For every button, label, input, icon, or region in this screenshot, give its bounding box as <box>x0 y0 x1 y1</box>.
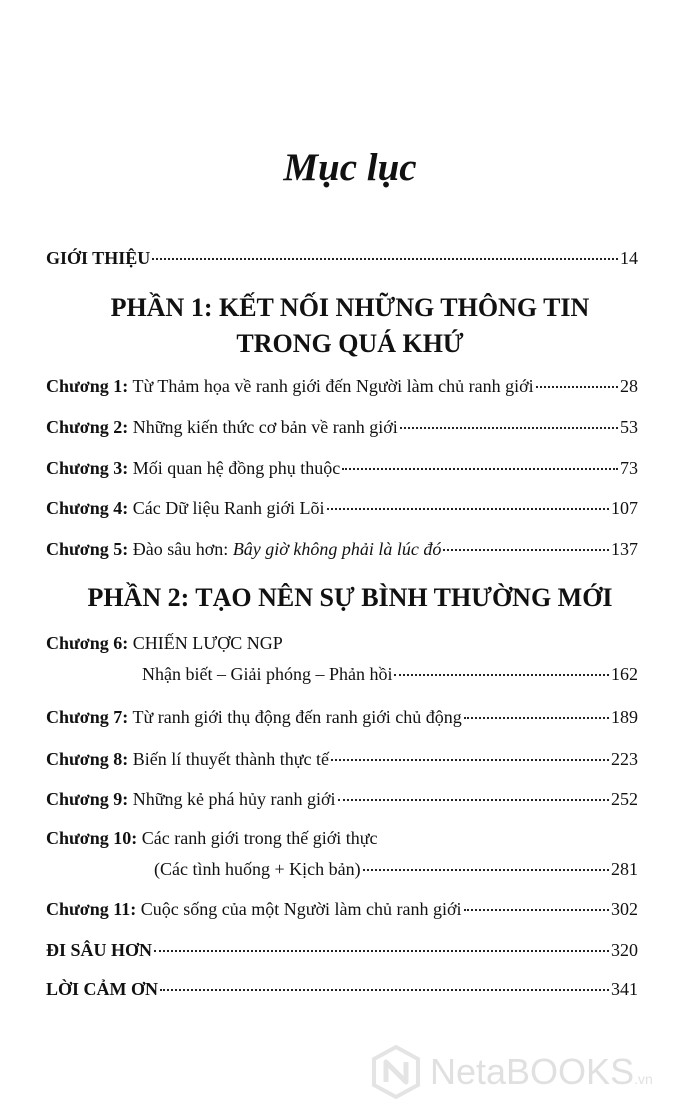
leader-dots <box>443 548 609 551</box>
page-number: 73 <box>620 458 638 478</box>
chapter-number: Chương 3: <box>46 458 129 478</box>
toc-entry-chapter-6-heading[interactable] <box>46 630 283 656</box>
chapter-number: Chương 5: <box>46 539 129 559</box>
entry-label: LỜI CẢM ƠN <box>46 979 158 999</box>
page-number: 223 <box>611 749 638 769</box>
toc-entry-chapter-2[interactable] <box>46 414 638 440</box>
toc-entry-chapter-9[interactable] <box>46 786 638 812</box>
part-2-title: PHẦN 2: TẠO NÊN SỰ BÌNH THƯỜNG MỚI <box>87 583 613 612</box>
chapter-number: Chương 6: <box>46 633 129 653</box>
n-logo-icon <box>368 1044 424 1100</box>
chapter-title: CHIẾN LƯỢC NGP <box>132 633 283 653</box>
leader-dots <box>160 988 609 991</box>
chapter-number: Chương 4: <box>46 498 129 518</box>
toc-entry-intro[interactable] <box>46 245 638 271</box>
chapter-title: Các ranh giới trong thế giới thực <box>141 828 378 848</box>
leader-dots <box>464 908 609 911</box>
chapter-number: Chương 10: <box>46 828 138 848</box>
page-number: 14 <box>620 248 638 268</box>
toc-entry-chapter-5[interactable] <box>46 536 638 562</box>
chapter-title: Các Dữ liệu Ranh giới Lõi <box>132 498 325 518</box>
chapter-title: Những kiến thức cơ bản về ranh giới <box>132 417 398 437</box>
leader-dots <box>363 868 609 871</box>
toc-entry-chapter-6[interactable] <box>142 661 638 687</box>
page-number: 107 <box>611 498 638 518</box>
chapter-title: Đào sâu hơn: <box>132 539 229 559</box>
page-number: 341 <box>611 979 638 999</box>
chapter-number: Chương 11: <box>46 899 137 919</box>
chapter-number: Chương 9: <box>46 789 129 809</box>
leader-dots <box>338 798 609 801</box>
chapter-title: Cuộc sống của một Người làm chủ ranh giới <box>140 899 462 919</box>
toc-entry-chapter-10[interactable] <box>154 856 638 882</box>
leader-dots <box>331 758 609 761</box>
page-number: 281 <box>611 859 638 879</box>
entry-label: ĐI SÂU HƠN <box>46 940 153 960</box>
watermark-text <box>430 1051 653 1093</box>
watermark-brand: NetaBOOKS <box>430 1051 635 1092</box>
toc-entry-chapter-7[interactable] <box>46 704 638 730</box>
page-number: 137 <box>611 539 638 559</box>
toc-entry-chapter-8[interactable] <box>46 746 638 772</box>
leader-dots <box>464 716 609 719</box>
page-number: 53 <box>620 417 638 437</box>
chapter-title: Từ Thảm họa về ranh giới đến Người làm chủ ranh giới <box>132 376 534 396</box>
toc-entry-chapter-10-heading[interactable] <box>46 825 378 851</box>
watermark-suffix: .vn <box>634 1071 653 1087</box>
toc-entry-deeper[interactable] <box>46 937 638 963</box>
page-number: 302 <box>611 899 638 919</box>
part-1-title-line2: TRONG QUÁ KHỨ <box>236 329 464 358</box>
page-title: Mục lục <box>283 146 417 189</box>
chapter-number: Chương 7: <box>46 707 129 727</box>
leader-dots <box>154 949 609 952</box>
toc-entry-chapter-11[interactable] <box>46 896 638 922</box>
chapter-title-italic: Bây giờ không phải là lúc đó <box>232 539 442 559</box>
chapter-title: Mối quan hệ đồng phụ thuộc <box>132 458 341 478</box>
chapter-title: Biến lí thuyết thành thực tế <box>132 749 330 769</box>
leader-dots <box>327 507 609 510</box>
leader-dots <box>394 673 609 676</box>
leader-dots <box>536 385 618 388</box>
page-number: 28 <box>620 376 638 396</box>
leader-dots <box>342 467 618 470</box>
chapter-title: Những kẻ phá hủy ranh giới <box>132 789 336 809</box>
chapter-number: Chương 2: <box>46 417 129 437</box>
watermark <box>368 1042 690 1102</box>
page-number: 252 <box>611 789 638 809</box>
leader-dots <box>152 257 618 260</box>
chapter-number: Chương 1: <box>46 376 129 396</box>
page-number: 162 <box>611 664 638 684</box>
toc-entry-chapter-4[interactable] <box>46 495 638 521</box>
toc-entry-chapter-1[interactable] <box>46 373 638 399</box>
chapter-number: Chương 8: <box>46 749 129 769</box>
chapter-title: Từ ranh giới thụ động đến ranh giới chủ động <box>132 707 462 727</box>
page-number: 320 <box>611 940 638 960</box>
chapter-subtitle: (Các tình huống + Kịch bản) <box>154 859 361 879</box>
toc-entry-chapter-3[interactable] <box>46 455 638 481</box>
entry-label: GIỚI THIỆU <box>46 248 151 268</box>
page-number: 189 <box>611 707 638 727</box>
part-1-title-line1: PHẦN 1: KẾT NỐI NHỮNG THÔNG TIN <box>110 293 590 322</box>
leader-dots <box>400 426 618 429</box>
toc-entry-thanks[interactable] <box>46 976 638 1002</box>
chapter-subtitle: Nhận biết – Giải phóng – Phản hồi <box>142 664 393 684</box>
